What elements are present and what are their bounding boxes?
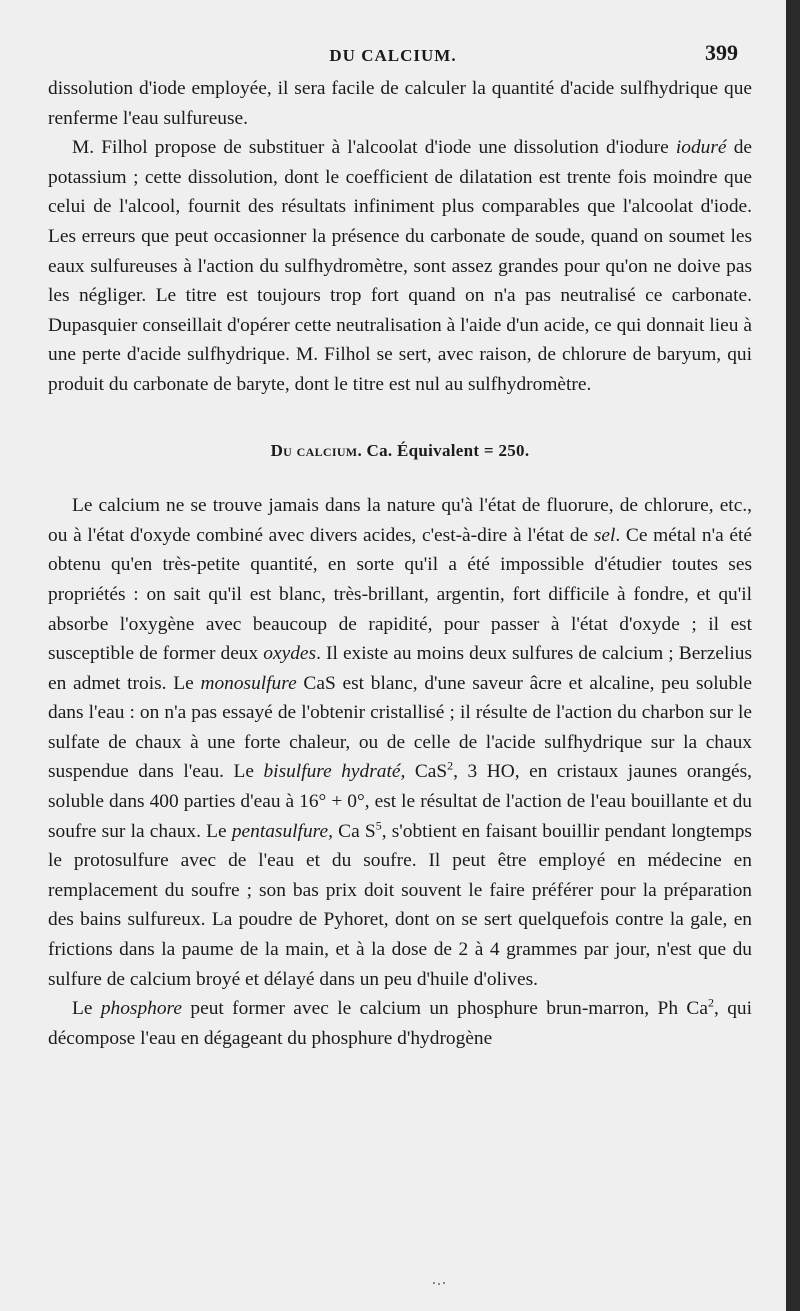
para2-text-2: de potassium ; cette dissolution, dont le coefficient de dilatation est trente fois moindre que celui de l'alcool, fournit des résultats infiniment plus comparables que l'alcoolat d'iode. Les erreurs que peut occasionner la présence du carbonate de soude, quand on soumet les eaux sulfureuses à l'action du sulfhydromètre, sont assez grandes pour qu'on ne doive pas les négliger. Le titre est toujours trop fort quand on n'a pas neutralisé ce carbonate. Dupasquier conseillait d'opérer cette neutralisation à l'aide d'un acide, ce qui donnait lieu à une perte d'acide sulfhydrique. M. Filhol se sert, avec raison, de chlorure de baryum, qui produit du carbonate de baryte, dont le titre est nul au sulfhydromètre. <box>48 137 753 395</box>
section-title-equivalent: . Ca. Équivalent = 250. <box>357 440 530 460</box>
para3-text-5: CaS <box>405 761 448 783</box>
printer-mark <box>430 1277 450 1287</box>
section-title <box>48 436 752 466</box>
page-number: 399 <box>705 40 738 65</box>
para3-sup-1: 2 <box>447 759 454 773</box>
para4-text-2: peut former avec le calcium un phosphure brun-marron, Ph Ca <box>182 998 708 1020</box>
para2-text-1: M. Filhol propose de substituer à l'alcoolat d'iode une dissolution d'iodure <box>72 137 676 159</box>
para3-text-8: , s'obtient en faisant bouillir pendant longtemps le protosulfure avec de l'eau et du soufre. Il peut être employé en médecine en remplacement du soufre ; son bas prix doit souvent le faire préférer pour la préparation des bains sulfureux. La poudre de Pyhoret, dont on se sert quelquefois contre la gale, en frictions dans la paume de la main, et à la dose de 2 à 4 grammes par jour, n'est que du sulfure de calcium broyé et délayé dans un peu d'huile d'olives. <box>48 820 752 990</box>
para3-text-7: Ca S <box>332 820 376 842</box>
para3-italic-monosulfure: monosulfure <box>200 672 297 694</box>
page-header <box>48 40 738 70</box>
para3-text-2: . Ce métal n'a été obtenu qu'en très-petite quantité, en sorte qu'il a été impossible d'étudier toutes ses propriétés : on sait qu'il est blanc, très-brillant, argentin, fort difficile à fondre, et qu'il absorbe l'oxygène avec beaucoup de rapidité, pour passer à l'état d'oxyde ; il est susceptible de former deux <box>48 524 753 665</box>
para4-text-3: , qui décompose l'eau en dégageant du phosphure d'hydrogène <box>48 998 752 1049</box>
para4-italic-phosphore: phosphore <box>100 998 182 1020</box>
para3-italic-sel: sel <box>593 524 616 546</box>
para3-text-1: Le calcium ne se trouve jamais dans la nature qu'à l'état de fluorure, de chlorure, etc., ou à l'état d'oxyde combiné avec divers acides, c'est-à-dire à l'état de <box>48 495 752 546</box>
para3-sup-2: 5 <box>375 818 382 833</box>
paragraph-continuation: dissolution d'iode employée, il sera facile de calculer la quantité d'acide sulfhydrique que renferme l'eau sulfureuse. <box>48 78 752 129</box>
para3-text-6: , 3 HO, en cristaux jaunes orangés, soluble dans 400 parties d'eau à 16° + 0°, est le résultat de l'action de l'eau bouillante et du soufre sur la chaux. Le <box>48 761 753 842</box>
page-body <box>48 74 752 1053</box>
paragraph-filhol <box>48 133 752 399</box>
paragraph-phosphore <box>48 994 752 1053</box>
para4-sup-1: 2 <box>707 995 714 1010</box>
para3-italic-oxydes: oxydes <box>263 643 317 665</box>
para2-italic-iodure: ioduré <box>675 137 727 159</box>
para3-italic-bisulfure: bisulfure hydraté, <box>263 761 406 783</box>
para3-text-3: . Il existe au moins deux sulfures de calcium ; Berzelius en admet trois. Le <box>48 643 752 694</box>
para3-italic-pentasulfure: pentasulfure, <box>231 820 333 842</box>
section-title-name: Du calcium <box>270 440 358 460</box>
para3-text-4: CaS est blanc, d'une saveur âcre et alcaline, peu soluble dans l'eau : on n'a pas essayé de l'obtenir cristallisé ; il résulte de l'action du charbon sur le sulfate de chaux à une forte chaleur, ou de celle de l'acide sulfhydrique sur la chaux suspendue dans l'eau. Le <box>48 672 753 783</box>
running-head: DU CALCIUM. <box>329 46 457 65</box>
paragraph-calcium <box>48 491 752 994</box>
para4-text-1: Le <box>72 998 101 1020</box>
